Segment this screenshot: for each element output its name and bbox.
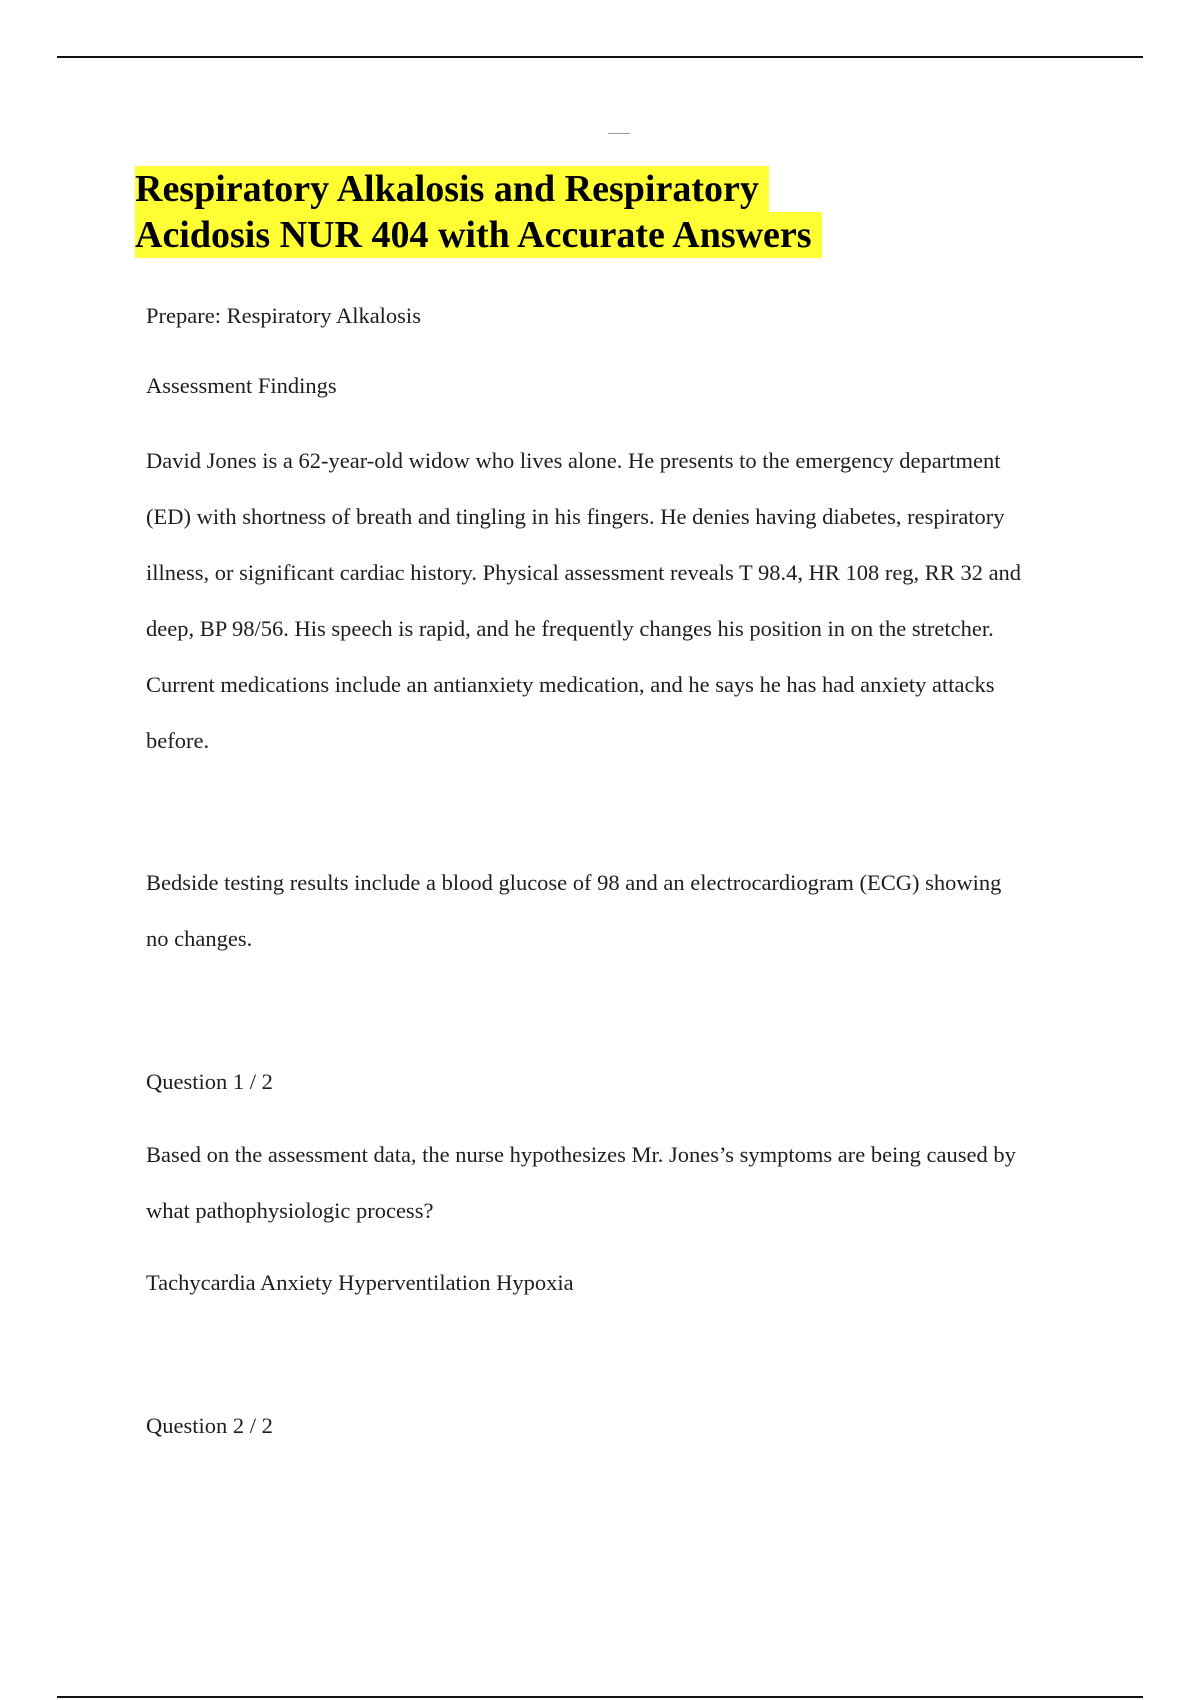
scenario-line: before. [146, 728, 210, 753]
scenario-line: Current medications include an antianxiety medication, and he says he has had anxiety attacks [146, 672, 995, 697]
scenario-line: David Jones is a 62-year-old widow who lives alone. He presents to the emergency department [146, 448, 1001, 473]
scenario-line: (ED) with shortness of breath and tingling in his fingers. He denies having diabetes, respiratory [146, 504, 1005, 529]
page-marker-dash [608, 133, 630, 134]
title-highlight-line-1: Respiratory Alkalosis and Respiratory [135, 166, 769, 212]
prepare-label: Prepare: Respiratory Alkalosis [146, 303, 421, 328]
question-1-label: Question 1 / 2 [146, 1069, 273, 1094]
bedside-line: Bedside testing results include a blood glucose of 98 and an electrocardiogram (ECG) showing [146, 870, 1002, 895]
bedside-paragraph [146, 855, 1096, 967]
question-1-text [146, 1127, 1096, 1239]
scenario-line: illness, or significant cardiac history. Physical assessment reveals T 98.4, HR 108 reg, RR 32 and [146, 560, 1022, 585]
assessment-heading: Assessment Findings [146, 373, 337, 398]
scenario-paragraph [146, 433, 1096, 769]
document-title [135, 166, 822, 258]
scenario-line: deep, BP 98/56. His speech is rapid, and he frequently changes his position in on the stretcher. [146, 616, 994, 641]
bedside-line: no changes. [146, 926, 253, 951]
title-highlight-line-2: Acidosis NUR 404 with Accurate Answers [135, 212, 822, 258]
question-1-line: Based on the assessment data, the nurse hypothesizes Mr. Jones’s symptoms are being caused by [146, 1142, 1016, 1167]
bottom-rule [57, 1696, 1143, 1698]
question-1-line: what pathophysiologic process? [146, 1198, 434, 1223]
top-rule [57, 56, 1143, 58]
question-1-options: Tachycardia Anxiety Hyperventilation Hypoxia [146, 1270, 574, 1295]
question-2-label: Question 2 / 2 [146, 1413, 273, 1438]
